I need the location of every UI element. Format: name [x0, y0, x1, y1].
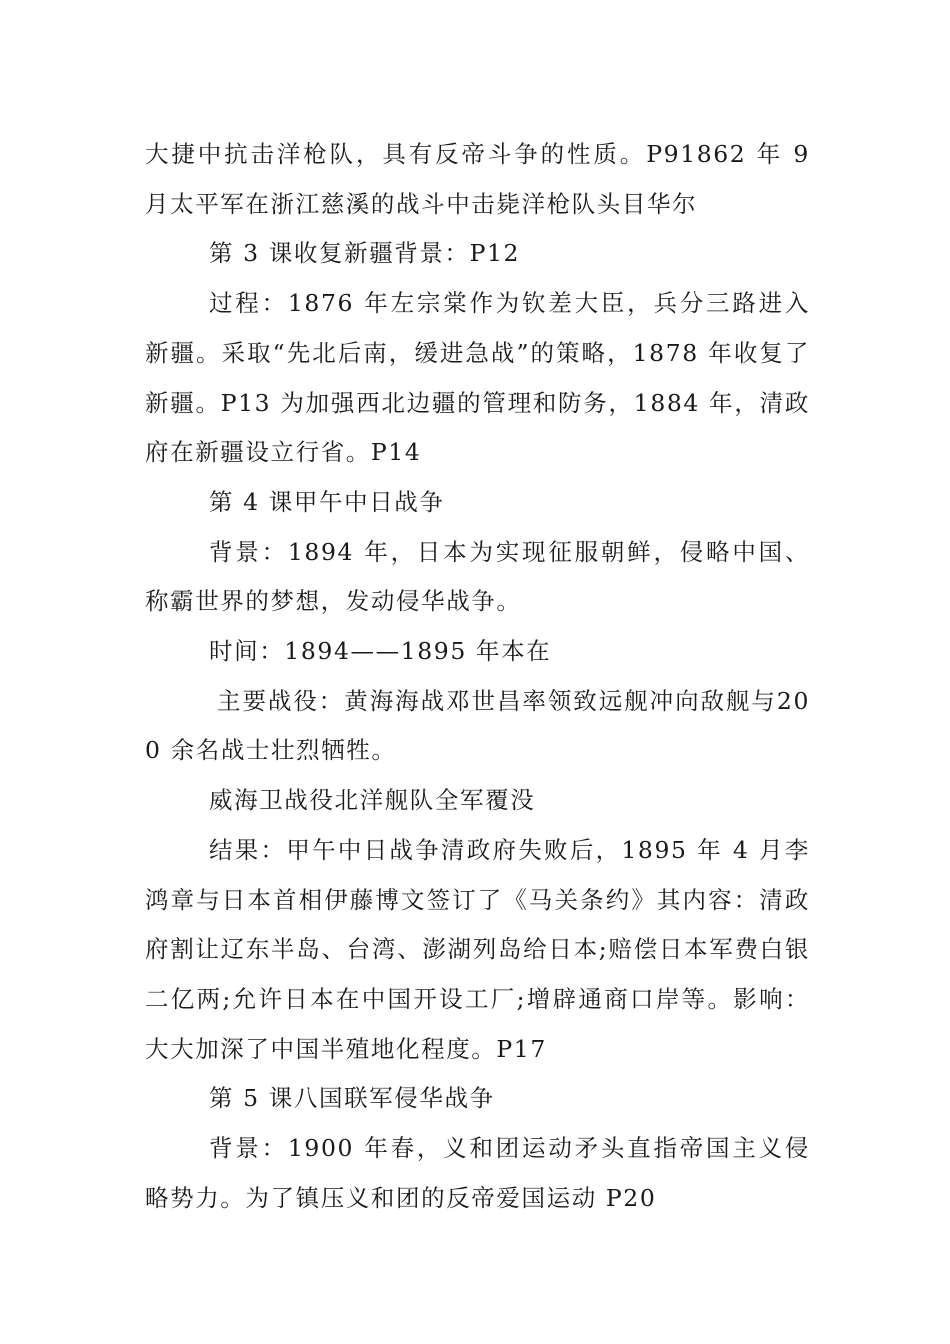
- paragraph-4: 第 4 课甲午中日战争: [209, 487, 445, 516]
- paragraph-9: 结果：甲午中日战争清政府失败后，1895 年 4 月李鸿章与日本首相伊藤博文签订了《马关条约》其内容：清政府割让辽东半岛、台湾、澎湖列岛给日本;赔偿日本军费白银二亿两;允许日本在中国开设工厂;增辟通商口岸等。影响：大大加深了中国半殖地化程度。P17: [145, 835, 810, 1063]
- paragraph-8: 威海卫战役北洋舰队全军覆没: [209, 786, 536, 815]
- paragraph-1: 大捷中抗击洋枪队，具有反帝斗争的性质。P91862 年 9 月太平军在浙江慈溪的战斗中击毙洋枪队头目华尔: [145, 140, 810, 218]
- paragraph-3: 过程：1876 年左宗棠作为钦差大臣，兵分三路进入新疆。采取“先北后南，缓进急战”的策略，1878 年收复了新疆。P13 为加强西北边疆的管理和防务，1884 年，清政府在新疆设立行省。P14: [145, 289, 810, 467]
- paragraph-11: 背景：1900 年春，义和团运动矛头直指帝国主义侵略势力。为了镇压义和团的反帝爱国运动 P20: [145, 1134, 810, 1212]
- document-body: [145, 130, 810, 1223]
- paragraph-6: 时间：1894——1895 年本在: [209, 637, 552, 666]
- paragraph-10: 第 5 课八国联军侵华战争: [209, 1084, 495, 1113]
- paragraph-7: 主要战役：黄海海战邓世昌率领致远舰冲向敌舰与200 余名战士壮烈牺牲。: [145, 686, 810, 765]
- paragraph-5: 背景：1894 年，日本为实现征服朝鲜，侵略中国、称霸世界的梦想，发动侵华战争。: [145, 537, 810, 616]
- paragraph-2: 第 3 课收复新疆背景：P12: [209, 239, 521, 268]
